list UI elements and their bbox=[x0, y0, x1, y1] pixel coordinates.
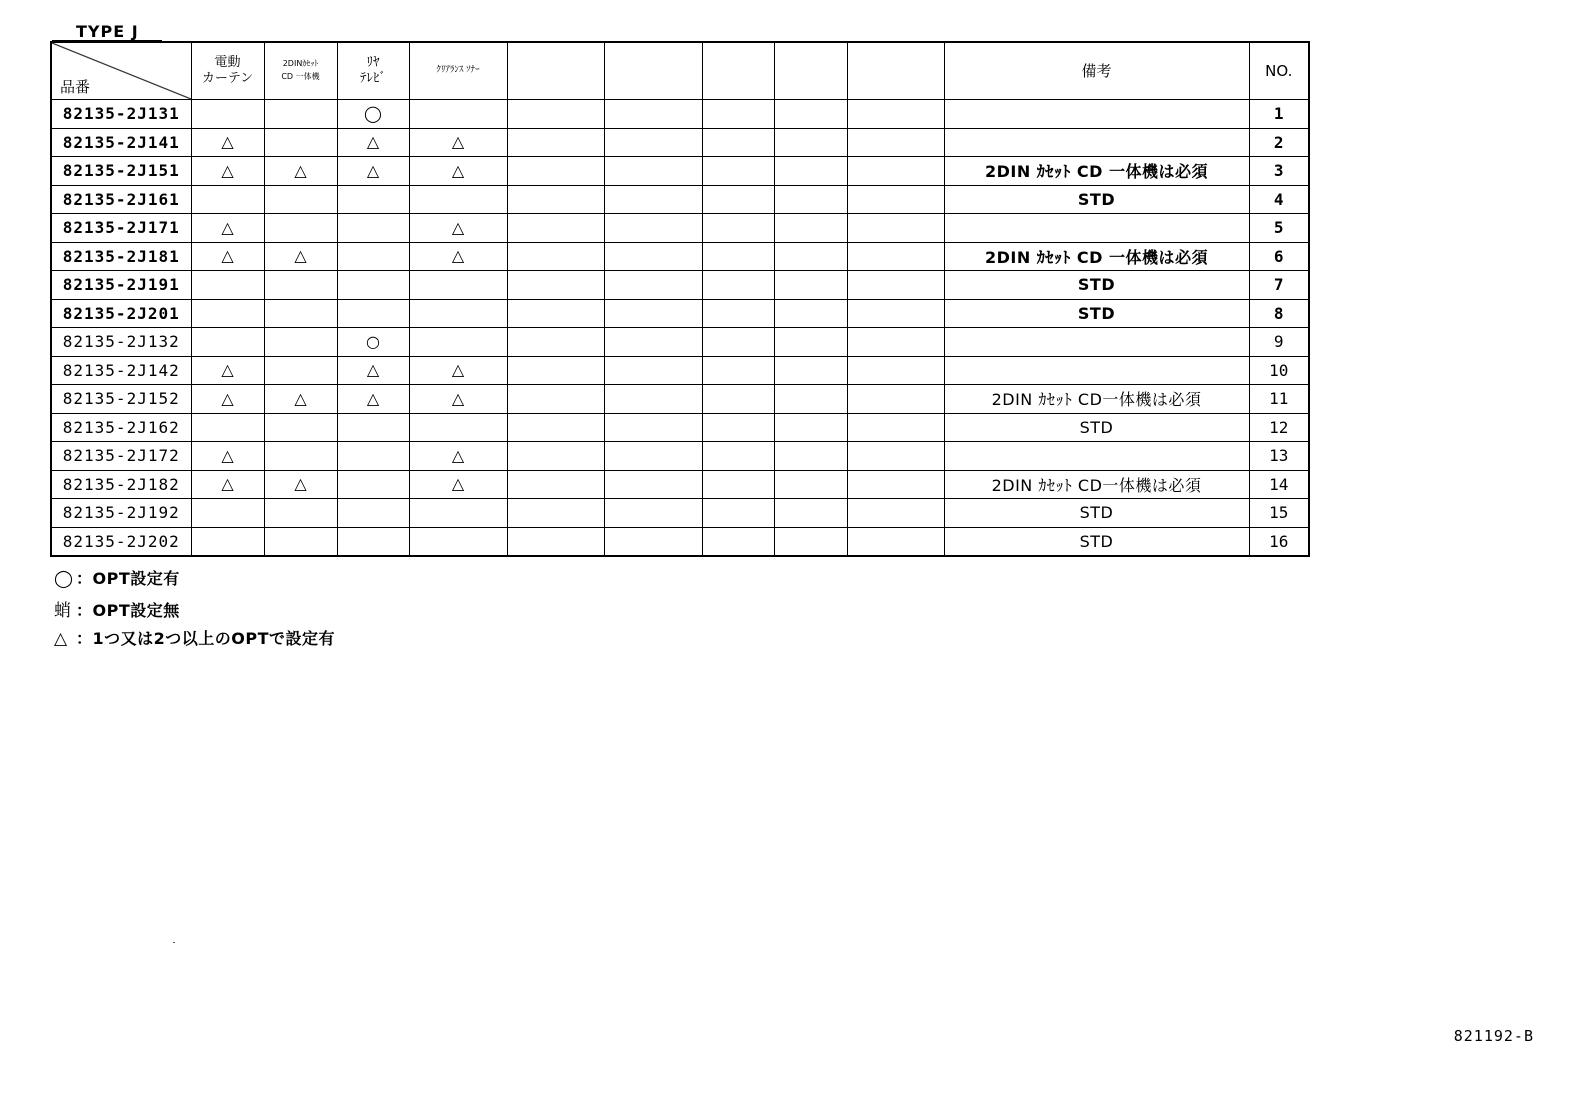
part-number-cell: 82135-2J171 bbox=[51, 214, 191, 243]
row-number-cell: 4 bbox=[1249, 185, 1309, 214]
clearance-sonar-cell bbox=[409, 328, 507, 357]
empty-cell bbox=[702, 299, 774, 328]
rear-tv-cell: △ bbox=[337, 356, 409, 385]
table-row bbox=[51, 328, 1309, 357]
empty-cell bbox=[604, 328, 702, 357]
cd-unit-cell bbox=[264, 442, 337, 471]
clearance-sonar-cell: △ bbox=[409, 385, 507, 414]
rear-tv-cell bbox=[337, 499, 409, 528]
part-number-cell: 82135-2J181 bbox=[51, 242, 191, 271]
empty-cell bbox=[702, 328, 774, 357]
empty-cell bbox=[774, 128, 847, 157]
power-curtain-cell: △ bbox=[191, 242, 264, 271]
rear-tv-cell bbox=[337, 299, 409, 328]
power-curtain-cell: △ bbox=[191, 356, 264, 385]
empty-cell bbox=[702, 413, 774, 442]
cd-unit-cell: △ bbox=[264, 470, 337, 499]
legend-text: ：OPT設定無 bbox=[76, 601, 180, 620]
empty-cell bbox=[604, 271, 702, 300]
empty-cell bbox=[507, 185, 604, 214]
header-empty-5 bbox=[847, 42, 944, 100]
table-row bbox=[51, 185, 1309, 214]
part-number-cell: 82135-2J162 bbox=[51, 413, 191, 442]
empty-cell bbox=[774, 157, 847, 186]
table-header-row bbox=[51, 42, 1309, 100]
rear-tv-cell: ◯ bbox=[337, 100, 409, 129]
rear-tv-cell: △ bbox=[337, 157, 409, 186]
table-row bbox=[51, 442, 1309, 471]
legend-item bbox=[54, 566, 180, 589]
part-number-cell: 82135-2J141 bbox=[51, 128, 191, 157]
empty-cell bbox=[507, 271, 604, 300]
empty-cell bbox=[507, 299, 604, 328]
empty-cell bbox=[604, 470, 702, 499]
empty-cell bbox=[507, 499, 604, 528]
empty-cell bbox=[774, 413, 847, 442]
header-empty-4 bbox=[774, 42, 847, 100]
empty-cell bbox=[702, 442, 774, 471]
empty-cell bbox=[604, 299, 702, 328]
empty-cell bbox=[702, 385, 774, 414]
legend-item bbox=[54, 626, 335, 649]
document-title: TYPE J bbox=[76, 22, 139, 41]
empty-cell bbox=[847, 413, 944, 442]
rear-tv-cell bbox=[337, 214, 409, 243]
clearance-sonar-cell bbox=[409, 100, 507, 129]
part-number-cell: 82135-2J132 bbox=[51, 328, 191, 357]
row-number-cell: 13 bbox=[1249, 442, 1309, 471]
empty-cell bbox=[774, 499, 847, 528]
empty-cell bbox=[604, 157, 702, 186]
power-curtain-cell: △ bbox=[191, 214, 264, 243]
power-curtain-cell: △ bbox=[191, 442, 264, 471]
empty-cell bbox=[702, 157, 774, 186]
row-number-cell: 15 bbox=[1249, 499, 1309, 528]
row-number-cell: 3 bbox=[1249, 157, 1309, 186]
clearance-sonar-cell: △ bbox=[409, 242, 507, 271]
empty-cell bbox=[604, 413, 702, 442]
power-curtain-cell: △ bbox=[191, 385, 264, 414]
clearance-sonar-cell: △ bbox=[409, 356, 507, 385]
rear-tv-cell: △ bbox=[337, 385, 409, 414]
clearance-sonar-cell bbox=[409, 413, 507, 442]
rear-tv-cell bbox=[337, 527, 409, 556]
empty-cell bbox=[702, 271, 774, 300]
legend-item bbox=[54, 596, 180, 621]
row-number-cell: 7 bbox=[1249, 271, 1309, 300]
clearance-sonar-cell bbox=[409, 185, 507, 214]
rear-tv-cell bbox=[337, 470, 409, 499]
empty-cell bbox=[702, 214, 774, 243]
legend-symbol: ◯ bbox=[54, 569, 74, 589]
table-row bbox=[51, 271, 1309, 300]
header-remarks: 備考 bbox=[944, 42, 1249, 100]
header-empty-2 bbox=[604, 42, 702, 100]
empty-cell bbox=[847, 271, 944, 300]
table-row bbox=[51, 499, 1309, 528]
clearance-sonar-cell: △ bbox=[409, 214, 507, 243]
remarks-cell: 2DIN ｶｾｯﾄ CD 一体機は必須 bbox=[944, 242, 1249, 271]
header-empty-3 bbox=[702, 42, 774, 100]
part-number-cell: 82135-2J201 bbox=[51, 299, 191, 328]
cd-unit-cell: △ bbox=[264, 385, 337, 414]
empty-cell bbox=[702, 100, 774, 129]
clearance-sonar-cell: △ bbox=[409, 128, 507, 157]
empty-cell bbox=[847, 128, 944, 157]
empty-cell bbox=[507, 527, 604, 556]
power-curtain-cell bbox=[191, 328, 264, 357]
cd-unit-cell bbox=[264, 214, 337, 243]
empty-cell bbox=[774, 385, 847, 414]
row-number-cell: 8 bbox=[1249, 299, 1309, 328]
table-row bbox=[51, 299, 1309, 328]
cd-unit-cell bbox=[264, 271, 337, 300]
legend-symbol: △ bbox=[54, 629, 68, 649]
row-number-cell: 6 bbox=[1249, 242, 1309, 271]
empty-cell bbox=[847, 242, 944, 271]
table-row bbox=[51, 385, 1309, 414]
empty-cell bbox=[507, 214, 604, 243]
empty-cell bbox=[847, 185, 944, 214]
rear-tv-cell: ○ bbox=[337, 328, 409, 357]
empty-cell bbox=[847, 499, 944, 528]
part-number-cell: 82135-2J131 bbox=[51, 100, 191, 129]
legend-text: ：1つ又は2つ以上のOPTで設定有 bbox=[76, 629, 336, 648]
part-number-cell: 82135-2J191 bbox=[51, 271, 191, 300]
remarks-cell: STD bbox=[944, 527, 1249, 556]
power-curtain-cell: △ bbox=[191, 157, 264, 186]
legend-symbol: 蛸 bbox=[54, 601, 72, 621]
header-part-no: 品番 bbox=[51, 42, 191, 100]
remarks-cell: STD bbox=[944, 185, 1249, 214]
clearance-sonar-cell: △ bbox=[409, 157, 507, 186]
empty-cell bbox=[702, 185, 774, 214]
header-power-curtain: 電動 カーテン bbox=[191, 42, 264, 100]
part-number-cell: 82135-2J182 bbox=[51, 470, 191, 499]
empty-cell bbox=[774, 442, 847, 471]
cd-unit-cell: △ bbox=[264, 242, 337, 271]
empty-cell bbox=[604, 356, 702, 385]
empty-cell bbox=[702, 128, 774, 157]
part-number-cell: 82135-2J202 bbox=[51, 527, 191, 556]
empty-cell bbox=[774, 470, 847, 499]
table-row bbox=[51, 356, 1309, 385]
empty-cell bbox=[847, 527, 944, 556]
row-number-cell: 2 bbox=[1249, 128, 1309, 157]
remarks-cell bbox=[944, 442, 1249, 471]
cd-unit-cell bbox=[264, 100, 337, 129]
empty-cell bbox=[847, 214, 944, 243]
cd-unit-cell bbox=[264, 185, 337, 214]
empty-cell bbox=[847, 385, 944, 414]
empty-cell bbox=[702, 356, 774, 385]
remarks-cell: STD bbox=[944, 413, 1249, 442]
parts-table bbox=[50, 41, 1310, 557]
remarks-cell: STD bbox=[944, 499, 1249, 528]
header-clearance-sonar: ｸﾘｱﾗﾝｽ ｿﾅｰ bbox=[409, 42, 507, 100]
header-no: NO. bbox=[1249, 42, 1309, 100]
rear-tv-cell: △ bbox=[337, 128, 409, 157]
empty-cell bbox=[507, 413, 604, 442]
cd-unit-cell bbox=[264, 328, 337, 357]
clearance-sonar-cell bbox=[409, 527, 507, 556]
empty-cell bbox=[702, 470, 774, 499]
cd-unit-cell: △ bbox=[264, 157, 337, 186]
remarks-cell bbox=[944, 356, 1249, 385]
cd-unit-cell bbox=[264, 413, 337, 442]
cd-unit-cell bbox=[264, 499, 337, 528]
row-number-cell: 11 bbox=[1249, 385, 1309, 414]
empty-cell bbox=[507, 328, 604, 357]
power-curtain-cell bbox=[191, 499, 264, 528]
row-number-cell: 12 bbox=[1249, 413, 1309, 442]
cd-unit-cell bbox=[264, 527, 337, 556]
cd-unit-cell bbox=[264, 299, 337, 328]
part-number-cell: 82135-2J151 bbox=[51, 157, 191, 186]
empty-cell bbox=[774, 100, 847, 129]
empty-cell bbox=[847, 442, 944, 471]
empty-cell bbox=[847, 470, 944, 499]
empty-cell bbox=[847, 157, 944, 186]
clearance-sonar-cell: △ bbox=[409, 442, 507, 471]
empty-cell bbox=[507, 356, 604, 385]
empty-cell bbox=[847, 328, 944, 357]
remarks-cell: STD bbox=[944, 299, 1249, 328]
remarks-cell: STD bbox=[944, 271, 1249, 300]
empty-cell bbox=[702, 499, 774, 528]
row-number-cell: 5 bbox=[1249, 214, 1309, 243]
empty-cell bbox=[774, 299, 847, 328]
empty-cell bbox=[507, 470, 604, 499]
empty-cell bbox=[604, 385, 702, 414]
row-number-cell: 9 bbox=[1249, 328, 1309, 357]
clearance-sonar-cell bbox=[409, 299, 507, 328]
empty-cell bbox=[774, 527, 847, 556]
row-number-cell: 14 bbox=[1249, 470, 1309, 499]
part-number-cell: 82135-2J152 bbox=[51, 385, 191, 414]
empty-cell bbox=[604, 527, 702, 556]
header-empty-1 bbox=[507, 42, 604, 100]
remarks-cell: 2DIN ｶｾｯﾄ CD 一体機は必須 bbox=[944, 157, 1249, 186]
part-number-cell: 82135-2J142 bbox=[51, 356, 191, 385]
power-curtain-cell bbox=[191, 413, 264, 442]
empty-cell bbox=[774, 328, 847, 357]
rear-tv-cell bbox=[337, 185, 409, 214]
row-number-cell: 10 bbox=[1249, 356, 1309, 385]
empty-cell bbox=[507, 100, 604, 129]
power-curtain-cell bbox=[191, 527, 264, 556]
part-number-cell: 82135-2J192 bbox=[51, 499, 191, 528]
remarks-cell: 2DIN ｶｾｯﾄ CD一体機は必須 bbox=[944, 470, 1249, 499]
empty-cell bbox=[604, 128, 702, 157]
empty-cell bbox=[702, 242, 774, 271]
remarks-cell bbox=[944, 214, 1249, 243]
empty-cell bbox=[604, 185, 702, 214]
empty-cell bbox=[604, 100, 702, 129]
empty-cell bbox=[847, 356, 944, 385]
rear-tv-cell bbox=[337, 413, 409, 442]
table-row bbox=[51, 100, 1309, 129]
empty-cell bbox=[604, 442, 702, 471]
empty-cell bbox=[774, 185, 847, 214]
table-row bbox=[51, 128, 1309, 157]
table-row bbox=[51, 527, 1309, 556]
row-number-cell: 1 bbox=[1249, 100, 1309, 129]
empty-cell bbox=[847, 100, 944, 129]
table-row bbox=[51, 214, 1309, 243]
rear-tv-cell bbox=[337, 442, 409, 471]
power-curtain-cell bbox=[191, 100, 264, 129]
table-row bbox=[51, 157, 1309, 186]
header-rear-tv: ﾘﾔ ﾃﾚﾋﾞ bbox=[337, 42, 409, 100]
stray-dot bbox=[173, 942, 175, 943]
empty-cell bbox=[604, 214, 702, 243]
empty-cell bbox=[604, 242, 702, 271]
power-curtain-cell bbox=[191, 185, 264, 214]
empty-cell bbox=[507, 157, 604, 186]
empty-cell bbox=[702, 527, 774, 556]
empty-cell bbox=[507, 128, 604, 157]
header-2din-cd: 2DINｶｾｯﾄ CD 一体機 bbox=[264, 42, 337, 100]
cd-unit-cell bbox=[264, 128, 337, 157]
empty-cell bbox=[507, 242, 604, 271]
remarks-cell: 2DIN ｶｾｯﾄ CD一体機は必須 bbox=[944, 385, 1249, 414]
empty-cell bbox=[604, 499, 702, 528]
rear-tv-cell bbox=[337, 271, 409, 300]
row-number-cell: 16 bbox=[1249, 527, 1309, 556]
rear-tv-cell bbox=[337, 242, 409, 271]
part-number-cell: 82135-2J172 bbox=[51, 442, 191, 471]
empty-cell bbox=[847, 299, 944, 328]
remarks-cell bbox=[944, 328, 1249, 357]
empty-cell bbox=[774, 242, 847, 271]
table-row bbox=[51, 470, 1309, 499]
remarks-cell bbox=[944, 100, 1249, 129]
empty-cell bbox=[507, 442, 604, 471]
cd-unit-cell bbox=[264, 356, 337, 385]
empty-cell bbox=[774, 214, 847, 243]
power-curtain-cell: △ bbox=[191, 128, 264, 157]
document-code: 821192-B bbox=[1453, 1027, 1534, 1045]
power-curtain-cell bbox=[191, 271, 264, 300]
remarks-cell bbox=[944, 128, 1249, 157]
clearance-sonar-cell bbox=[409, 499, 507, 528]
power-curtain-cell bbox=[191, 299, 264, 328]
clearance-sonar-cell bbox=[409, 271, 507, 300]
clearance-sonar-cell: △ bbox=[409, 470, 507, 499]
part-number-cell: 82135-2J161 bbox=[51, 185, 191, 214]
power-curtain-cell: △ bbox=[191, 470, 264, 499]
legend-text: ：OPT設定有 bbox=[76, 569, 180, 588]
table-row bbox=[51, 242, 1309, 271]
empty-cell bbox=[774, 356, 847, 385]
empty-cell bbox=[507, 385, 604, 414]
table-row bbox=[51, 413, 1309, 442]
empty-cell bbox=[774, 271, 847, 300]
